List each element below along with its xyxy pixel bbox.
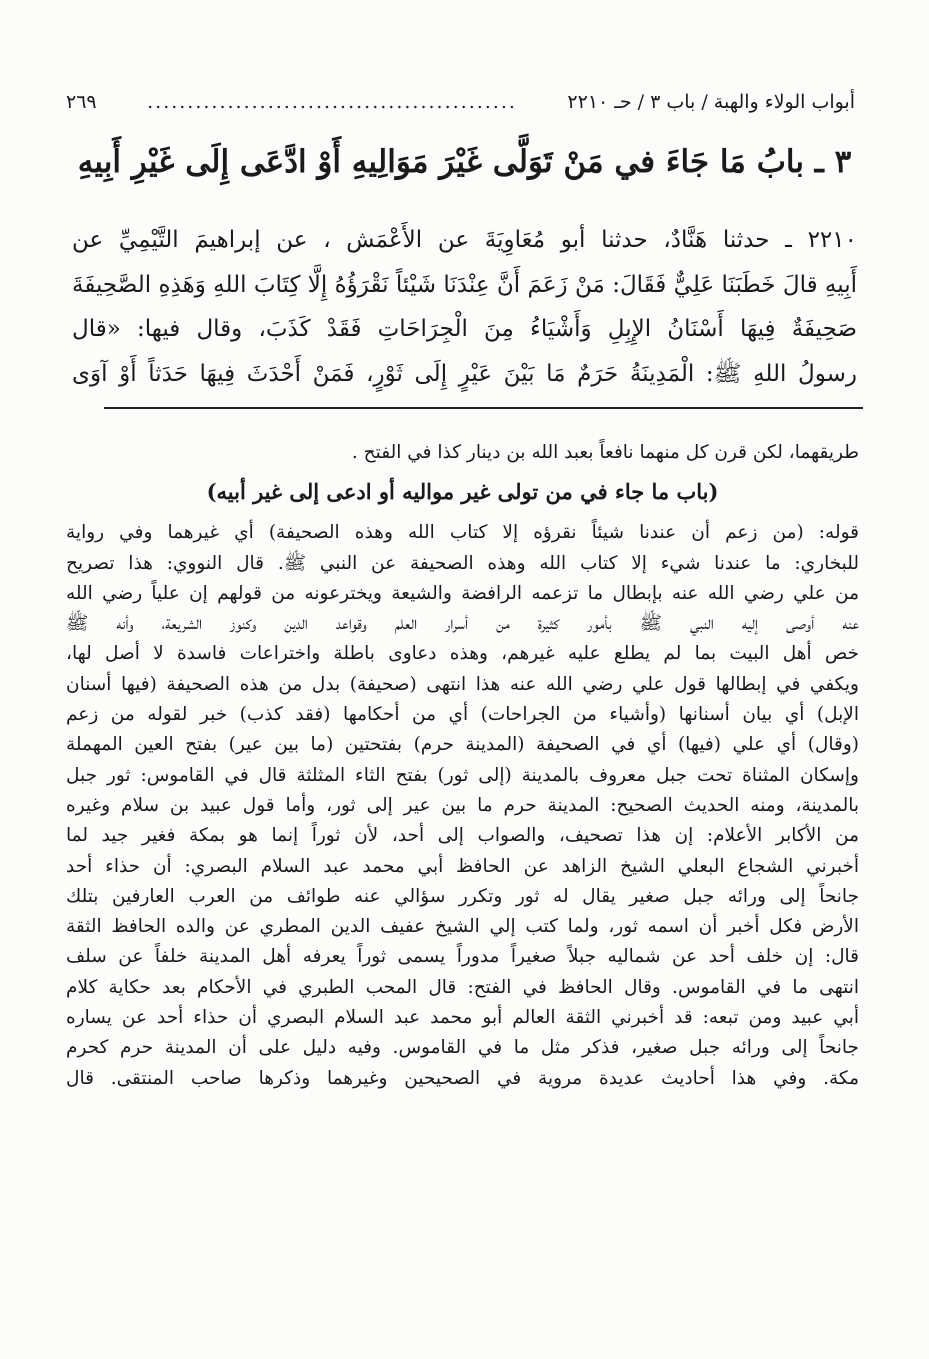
commentary-line: أبي عبيد ومن تبعه: قد أخبرني الثقة العالم أبو محمد عبد السلام البصري أن حذاء أحد عن يساره	[66, 1007, 859, 1029]
running-head	[66, 84, 855, 114]
commentary-line: بالمدينة، ومنه الحديث الصحيح: المدينة حرم ما بين عير إلى ثور، وأما قول عبيد بن سلام وغيره	[66, 794, 859, 816]
commentary-line: جانحاً إلى ورائه جبل صغير، فذكر مثل ما في القاموس. وفيه دليل على أن المدينة حرم كحرم	[66, 1037, 859, 1059]
commentary-text	[66, 438, 859, 1094]
commentary-line: من الأكابر الأعلام: إن هذا تصحيف، والصواب إلى أحد، لأن ثوراً إنما هو بمكة فغير جيد لما	[66, 825, 859, 847]
commentary-line: للبخاري: ما عندنا شيء إلا كتاب الله وهذه الصحيفة عن النبي ﷺ. قال النووي: هذا تصريح	[66, 552, 859, 574]
hadith-line: رسولُ اللهِ ﷺ: الْمَدِينَةُ حَرَمٌ مَا بَيْنَ عَيْرٍ إِلَى ثَوْرٍ، فَمَنْ أَحْدَثَ فِيهَا حَدَثاً أَوْ آوَى	[72, 360, 857, 387]
commentary-line: قوله: (من زعم أن عندنا شيئاً نقرؤه إلا كتاب الله وهذه الصحيفة) أي غيرهما وفي رواية	[66, 522, 859, 544]
footnote-separator-rule	[104, 407, 863, 409]
hadith-line: صَحِيفَةٌ فِيهَا أَسْنَانُ الإِبِلِ وَأَشْيَاءُ مِنَ الْجِرَاحَاتِ فَقَدْ كَذَبَ، وقال فيها: «قال	[72, 316, 857, 342]
commentary-line: جانحاً إلى ورائه جبل صغير يقال له ثور وتكرر سؤالي عنه طوائف من العرب العارفين بتلك	[66, 885, 859, 907]
commentary-line: أخبرني الشجاع البعلي الشيخ الزاهد عن الحافظ أبي محمد عبد السلام البصري: أن حذاء أحد	[66, 855, 859, 877]
commentary-line: الأرض فكل أخبر أن اسمه ثور، ولما كتب إلي الشيخ عفيف الدين المطري عن والده الحافظ الثقة	[66, 916, 859, 938]
commentary-first-line: طريقهما، لكن قرن كل منهما نافعاً بعبد الله بن دينار كذا في الفتح .	[351, 442, 859, 463]
hadith-line: أَبِيهِ قالَ خَطَبَنَا عَلِيٌّ فَقَالَ: مَنْ زَعَمَ أَنَّ عِنْدَنَا شَيْئاً نَقْرَؤُهُ إِلَّا كِتَابَ اللهِ وَهَذِهِ الصَّحِيفَةَ	[72, 271, 857, 298]
commentary-line: من علي رضي الله عنه بإبطال ما تزعمه الرافضة والشيعة ويخترعونه من قولهم إن علياً رضي الله	[66, 582, 859, 604]
hadith-line: ٢٢١٠ ـ حدثنا هَنَّادٌ، حدثنا أبو مُعَاوِيَةَ عن الأَعْمَش ، عن إبراهيمَ التَّيْمِيِّ عن	[72, 227, 857, 253]
commentary-line: الإبل) أي بيان أسنانها (وأشياء من الجراحات) أي من أحكامها (فقد كذب) خبر لقوله من زعم	[66, 704, 859, 726]
commentary-line: (وقال) أي علي (فيها) أي في الصحيفة (المدينة حرم) بفتحتين (ما بين عير) بفتح العين المهملة	[66, 734, 859, 756]
commentary-line: ويكفي في إبطالها قول علي رضي الله عنه هذا انتهى (صحيفة) بدل من هذه الصحيفة (فيها أسنان	[66, 673, 859, 695]
commentary-line: قال: إن خلف أحد عن شماليه جبلاً صغيراً مدوراً يسمى ثوراً يعرفه أهل المدينة خلفاً عن سلف	[66, 946, 859, 968]
commentary-line: انتهى ما في القاموس. وقال الحافظ في الفتح: قال المحب الطبري في الأحكام بعد حكاية كلام	[66, 976, 859, 998]
chapter-title: ٣ ـ بابُ مَا جَاءَ في مَنْ تَوَلَّى غَيْرَ مَوَالِيهِ أَوْ ادَّعَى إِلَى غَيْرِ أَبِيهِ	[77, 144, 852, 180]
hadith-text	[72, 218, 857, 396]
commentary-line: خص أهل البيت بما لم يطلع عليه غيرهم، وهذه دعاوى باطلة واختراعات فاسدة لا أصل لها،	[66, 643, 859, 665]
commentary-section-heading: (باب ما جاء في من تولى غير مواليه أو ادعى إلى غير أبيه)	[206, 479, 719, 505]
running-head-leader-dots: ..............................................	[147, 91, 517, 113]
running-head-title: أبواب الولاء والهبة / باب ٣ / حـ ٢٢١٠	[567, 91, 855, 113]
commentary-line: مكة. وفي هذا أحاديث عديدة مروية في الصحيحين وغيرهما وذكرها صاحب المنتقى. قال	[66, 1067, 859, 1089]
commentary-line: عنه أوصى إليه النبي ﷺ بأمور كثيرة من أسرار العلم وقواعد الدين وكنوز الشريعة، وأنه ﷺ	[66, 613, 859, 635]
page-number: ٢٦٩	[66, 91, 97, 113]
commentary-line: وإسكان المثناة تحت جبل معروف بالمدينة (إلى ثور) بفتح الثاء المثلثة قال في القاموس: ثور جبل	[66, 764, 859, 786]
